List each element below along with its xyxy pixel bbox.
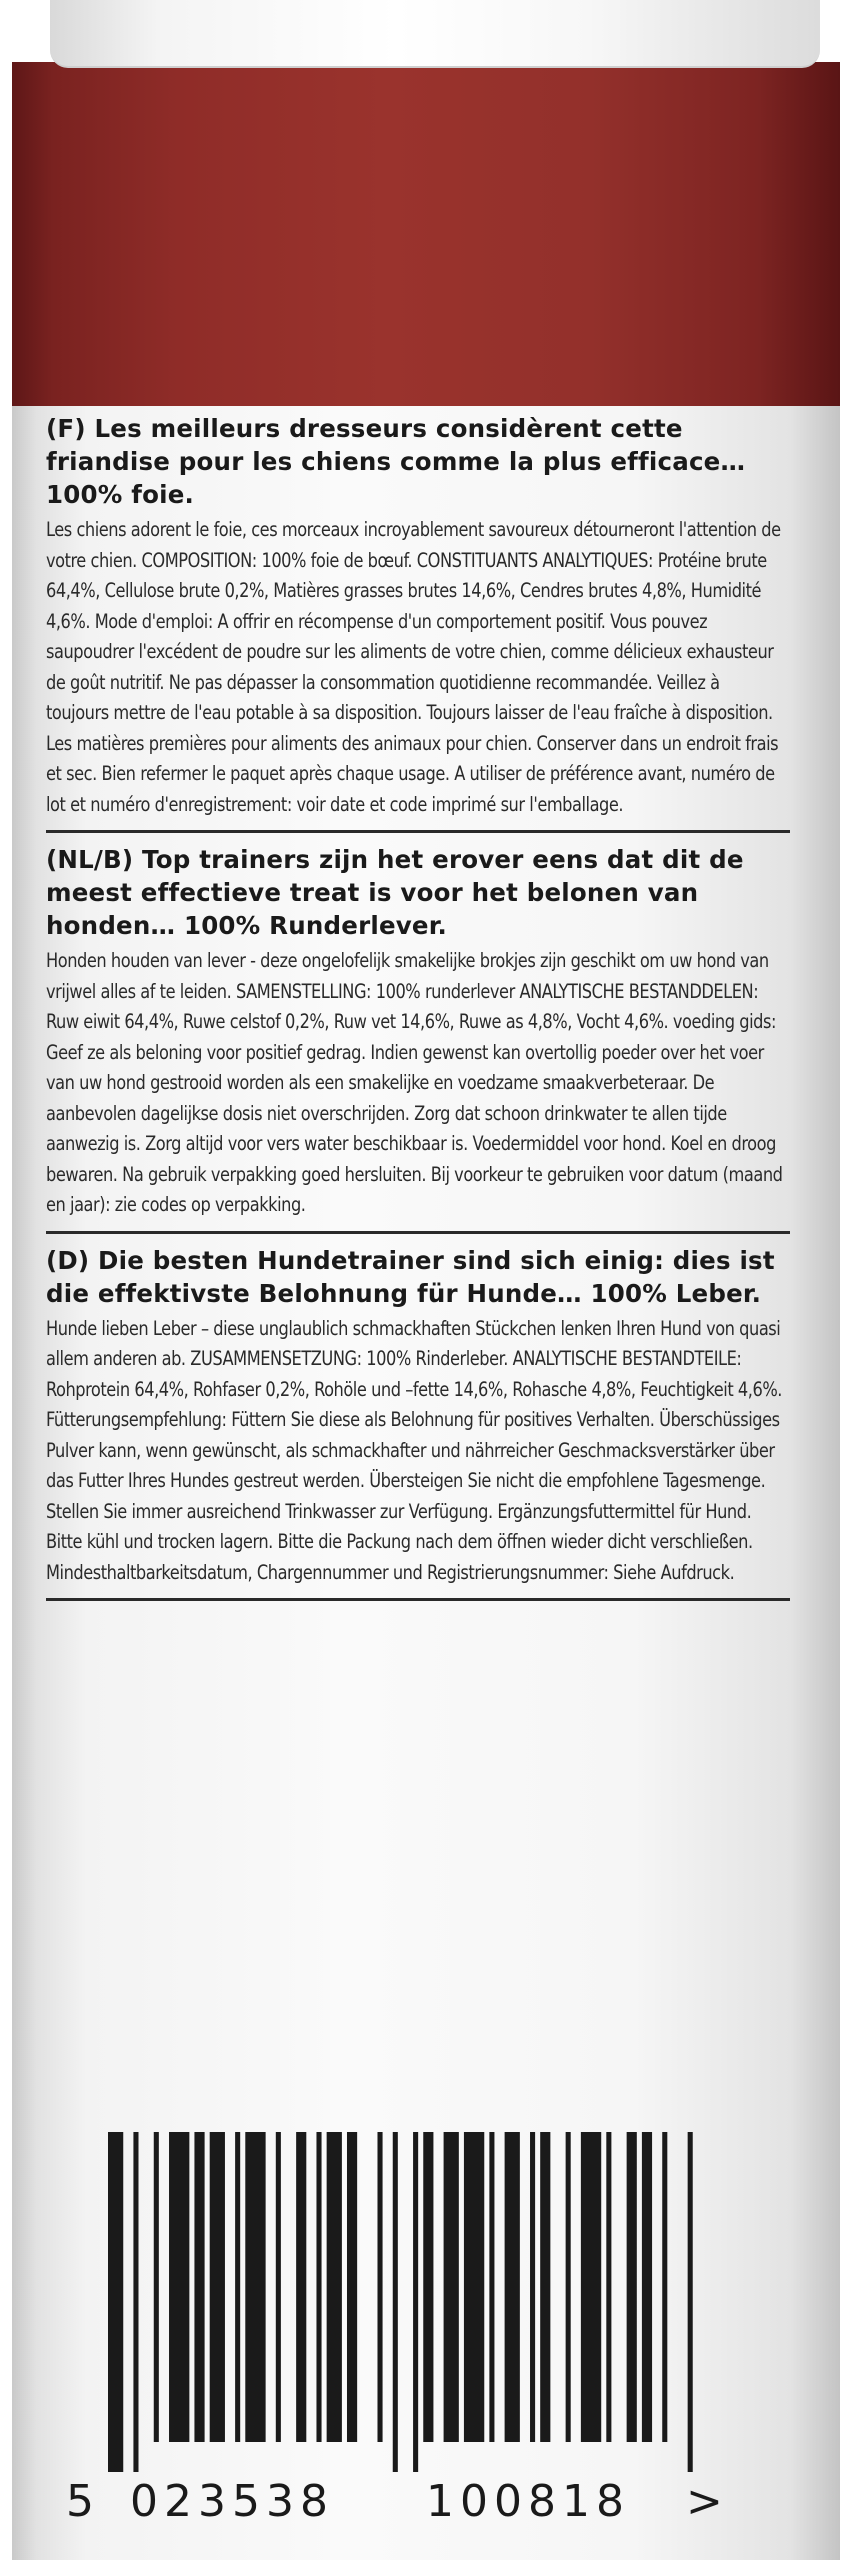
section-french: [46, 412, 790, 820]
section-text: Hunde lieben Leber – diese unglaublich schmackhaften Stückchen lenken Ihren Hund von quasi allem anderen ab. ZUSAMMENSETZUNG: 100% Rinderleber. ANALYTISCHE BESTANDTEILE: Rohprotein 64,4%, Rohfaser 0,2%, Rohöle und –fette 14,6%, Rohasche 4,8%, Feuchtigkeit 4,6%. Fütterungsempfehlung: Füttern Sie diese als Belohnung für positives Verhalten. Überschüssiges Pulver kann, wenn gewünscht, als schmackhafter und nährreicher Geschmacksverstärker über das Futter Ihres Hundes gestreut werden. Übersteigen Sie nicht die empfohlene Tagesmenge. Stellen Sie immer ausreichend Trinkwasser zur Verfügung. Ergänzungsfuttermittel für Hund. Bitte kühl und trocken lagern. Bitte die Packung nach dem öffnen wieder dicht verschließen. Mindesthaltbarkeitsdatum, Chargennummer und Registrierungsnummer: Siehe Aufdruck.: [46, 1316, 782, 1584]
barcode-bar: [413, 2132, 418, 2472]
barcode-bar: [489, 2132, 494, 2442]
section-heading: (NL/B) Top trainers zijn het erover eens dat dit de meest effectieve treat is voor het belonen van honden… 100% Runderlever.: [46, 845, 744, 940]
barcode-bar: [347, 2132, 357, 2442]
barcode-right-group: 100818: [426, 2476, 630, 2527]
barcode-bar: [464, 2132, 484, 2442]
barcode-bar: [316, 2132, 321, 2442]
barcode-bar: [444, 2132, 459, 2442]
barcode-bar: [581, 2132, 601, 2442]
barcode-bar: [662, 2132, 667, 2442]
section-text: Honden houden van lever - deze ongelofelijk smakelijke brokjes zijn geschikt om uw hond van vrijwel alles af te leiden. SAMENSTELLING: 100% runderlever ANALYTISCHE BESTANDDELEN: Ruw eiwit 64,4%, Ruwe celstof 0,2%, Ruw vet 14,6%, Ruwe as 4,8%, Vocht 4,6%. voeding gids: Geef ze als beloning voor positief gedrag. Indien gewenst kan overtollig poeder over het voer van uw hond gestrooid worden als een smakelijke en voedzame smaakverbeteraar. De aanbevolen dagelijkse dosis niet overschrijden. Zorg dat schoon drinkwater te allen tijde aanwezig is. Zorg altijd voor vers water beschikbaar is. Voedermiddel voor hond. Koel en droog bewaren. Na gebruik verpakking goed hersluiten. Bij voorkeur te gebruiken voor datum (maand en jaar): zie codes op verpakking.: [46, 949, 783, 1216]
barcode-bar: [210, 2132, 225, 2442]
barcode-bar: [642, 2132, 652, 2442]
barcode-bar: [235, 2132, 240, 2442]
barcode-bar: [377, 2132, 382, 2442]
barcode-bar: [169, 2132, 189, 2442]
section-dutch: [46, 843, 790, 1221]
barcode-bar: [530, 2132, 535, 2442]
barcode-bar: [108, 2132, 123, 2472]
section-divider: [46, 830, 790, 833]
barcode-bar: [154, 2132, 159, 2442]
section-heading: (D) Die besten Hundetrainer sind sich einig: dies ist die effektivste Belohnung für Hunde… 100% Leber.: [46, 1245, 775, 1308]
red-label-band: [12, 62, 840, 406]
barcode-bar: [194, 2132, 204, 2442]
barcode-bar: [393, 2132, 398, 2472]
barcode-bar: [627, 2132, 637, 2442]
barcode-bar: [423, 2132, 433, 2442]
barcode-bar: [566, 2132, 571, 2442]
barcode-left-group: 023538: [130, 2476, 334, 2527]
barcode-number: [66, 2472, 766, 2532]
barcode-first-digit: 5: [66, 2476, 94, 2527]
barcode-bar: [688, 2132, 693, 2472]
barcode-bar: [276, 2132, 281, 2442]
barcode-bar: [133, 2132, 138, 2472]
barcode: [66, 2132, 766, 2552]
section-divider: [46, 1231, 790, 1234]
barcode-bar: [327, 2132, 342, 2442]
barcode-bars: [108, 2132, 708, 2472]
canister-lid: [50, 0, 820, 68]
barcode-bar: [296, 2132, 306, 2442]
barcode-bar: [505, 2132, 520, 2442]
section-text: Les chiens adorent le foie, ces morceaux incroyablement savoureux détourneront l'attention de votre chien. COMPOSITION: 100% foie de bœuf. CONSTITUANTS ANALYTIQUES: Protéine brute 64,4%, Cellulose brute 0,2%, Matières grasses brutes 14,6%, Cendres brutes 4,8%, Humidité 4,6%. Mode d'emploi: A offrir en récompense d'un comportement positif. Vous pouvez saupoudrer l'excédent de poudre sur les aliments de votre chien, comme délicieux exhausteur de goût nutritif. Ne pas dépasser la consommation quotidienne recommandée. Veillez à toujours mettre de l'eau potable à sa disposition. Toujours laisser de l'eau fraîche à disposition. Les matières premières pour aliments des animaux pour chien. Conserver dans un endroit frais et sec. Bien refermer le paquet après chaque usage. A utiliser de préférence avant, numéro de lot et numéro d'enregistrement: voir date et code imprimé sur l'emballage.: [46, 518, 781, 816]
barcode-bar: [245, 2132, 265, 2442]
barcode-bar: [606, 2132, 611, 2442]
section-divider: [46, 1598, 790, 1601]
barcode-bar: [540, 2132, 550, 2442]
section-german: [46, 1244, 790, 1589]
section-heading: (F) Les meilleurs dresseurs considèrent cette friandise pour les chiens comme la plus efficace… 100% foie.: [46, 414, 746, 509]
ingredient-label: [46, 412, 790, 1611]
barcode-quiet-zone-mark: >: [686, 2476, 723, 2527]
